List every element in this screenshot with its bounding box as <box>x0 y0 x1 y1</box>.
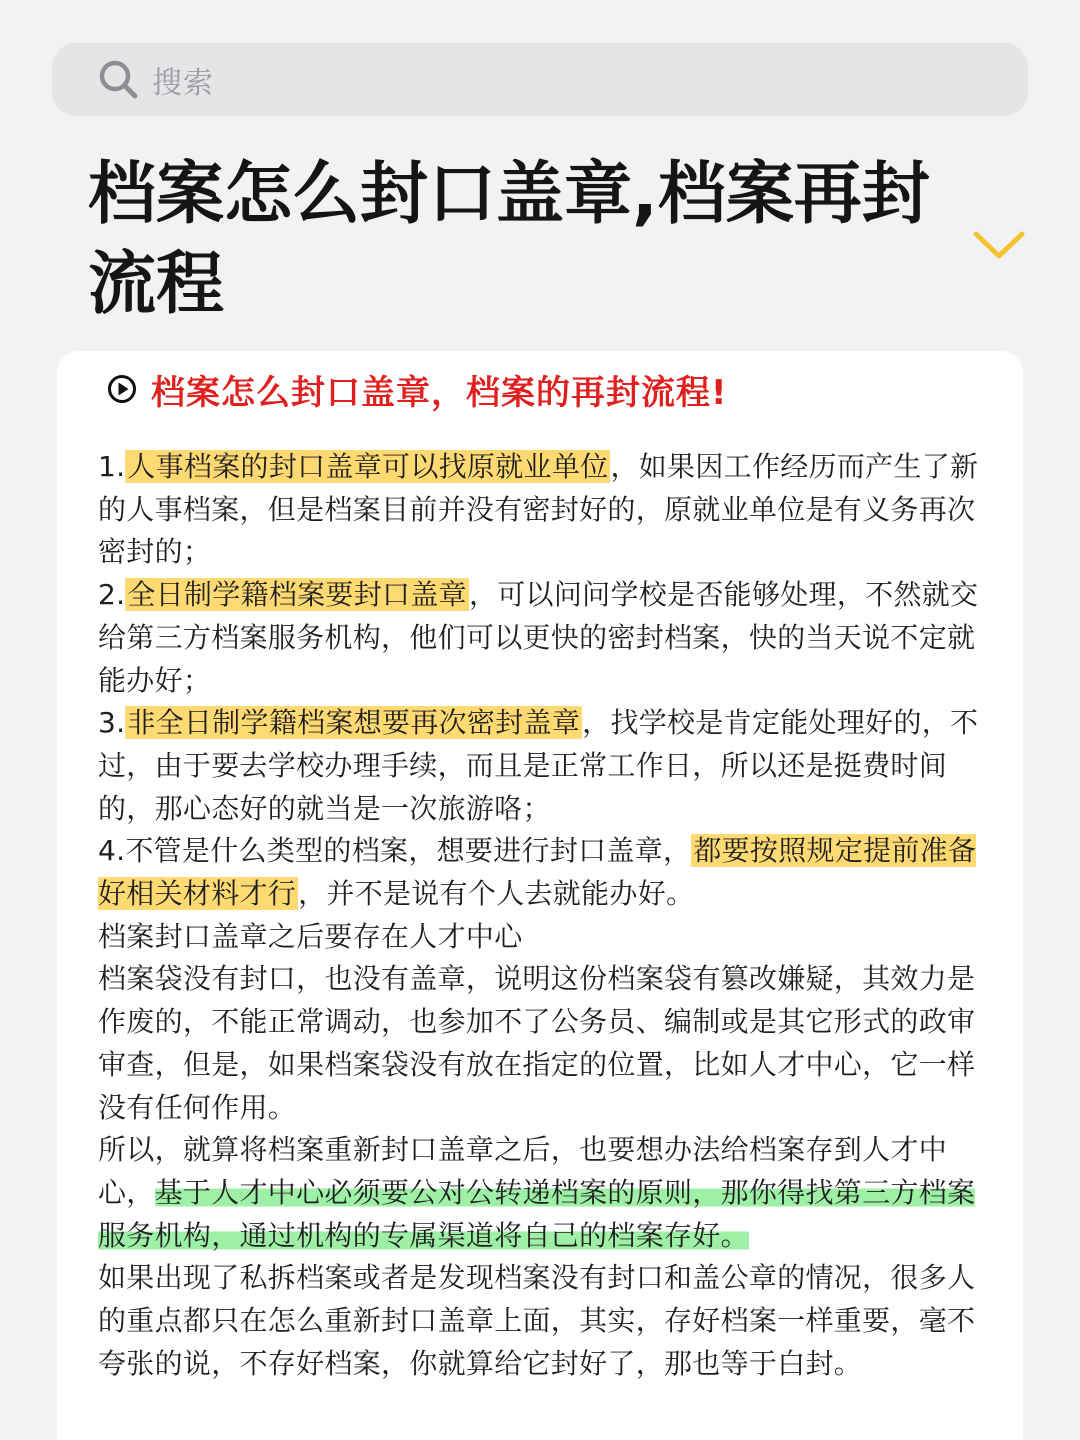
paragraph-4 <box>98 830 988 915</box>
paragraph-3-prefix: 3. <box>98 706 126 740</box>
article-subhead-text: 档案怎么封口盖章，档案的再封流程! <box>151 372 728 413</box>
highlight-3: 非全日制学籍档案想要再次密封盖章 <box>127 706 581 740</box>
paragraph-1-text: ，如果因工作经历而产生了新的人事档案，但是档案目前并没有密封好的，原就业单位是有义务再次密封的； <box>98 450 979 569</box>
search-icon <box>96 57 142 103</box>
paragraph-4-text: ，并不是说有个人去就能办好。 <box>298 877 695 911</box>
paragraph-4-prefix: 4.不管是什么类型的档案，想要进行封口盖章， <box>98 834 692 868</box>
paragraph-8: 如果出现了私拆档案或者是发现档案没有封口和盖公章的情况，很多人的重点都只在怎么重新封口盖章上面，其实，存好档案一样重要，毫不夸张的说，不存好档案，你就算给它封好了，那也等于白封。 <box>98 1261 976 1380</box>
article-body <box>98 446 988 1385</box>
highlight-1: 人事档案的封口盖章可以找原就业单位 <box>127 450 609 483</box>
chevron-down-icon[interactable] <box>972 226 1026 266</box>
highlight-2: 全日制学籍档案要封口盖章 <box>127 578 467 612</box>
paragraph-6: 档案袋没有封口，也没有盖章，说明这份档案袋有篡改嫌疑，其效力是作废的，不能正常调动，也参加不了公务员、编制或是其它形式的政审审查，但是，如果档案袋没有放在指定的位置，比如人才中心，它一样没有任何作用。 <box>98 962 976 1124</box>
paragraph-1 <box>98 446 988 574</box>
search-bar[interactable] <box>52 43 1028 116</box>
play-icon <box>107 374 137 404</box>
paragraph-2 <box>98 574 988 702</box>
paragraph-7-prefix: 所以，就算将档案重新封口盖章之后，也要想办法给档案存到人才中心， <box>98 1133 948 1209</box>
paragraph-2-text: ，可以问问学校是否能够处理，不然就交给第三方档案服务机构，他们可以更快的密封档案，快的当天说不定就能办好； <box>98 578 979 697</box>
paragraph-7 <box>98 1129 988 1257</box>
search-input[interactable]: 搜索 <box>152 65 214 101</box>
paragraph-3 <box>98 702 988 830</box>
paragraph-5: 档案封口盖章之后要存在人才中心 <box>98 919 523 953</box>
paragraph-1-prefix: 1. <box>98 450 126 483</box>
article-card <box>57 351 1023 1440</box>
paragraph-2-prefix: 2. <box>98 578 126 612</box>
paragraph-3-text: ，找学校是肯定能处理好的，不过，由于要去学校办理手续，而且是正常工作日，所以还是挺费时间的，那心态好的就当是一次旅游咯； <box>98 706 979 825</box>
highlight-4: 都要按照规定提前准备好相关材料才行 <box>98 834 977 911</box>
highlight-green: 基于人才中心必须要公对公转递档案的原则，那你得找第三方档案服务机构，通过机构的专属渠道将自己的档案存好。 <box>98 1175 976 1252</box>
page-title: 档案怎么封口盖章,档案再封流程 <box>88 155 930 324</box>
article-subhead <box>107 365 728 413</box>
